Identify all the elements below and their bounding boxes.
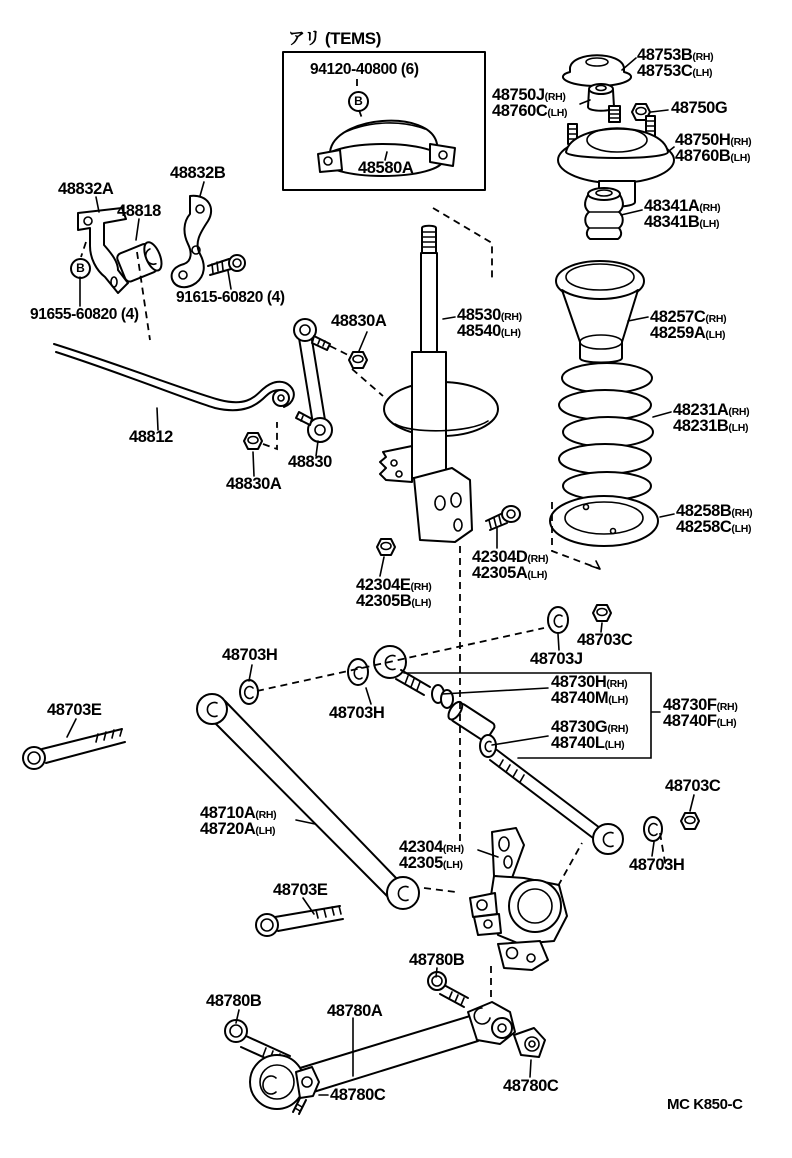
side-suffix-text: (LH) — [255, 825, 276, 837]
part-label-48703e-low — [273, 882, 328, 898]
part-number-text: 42305A — [472, 564, 528, 582]
part-label-48750j — [492, 87, 567, 119]
part-number-text: 94120-40800 (6) — [310, 61, 419, 78]
side-suffix-text: (RH) — [544, 91, 566, 103]
part-number-text: 48341A — [644, 197, 700, 215]
part-label-48580a — [358, 160, 413, 176]
part-label-48832b — [170, 165, 225, 181]
side-suffix-text: (LH) — [699, 218, 720, 230]
part-label-inset-fastener — [310, 62, 419, 78]
part-label-48753 — [637, 47, 713, 79]
part-number-text: 42305 — [399, 854, 443, 872]
side-suffix-text: (RH) — [606, 678, 628, 690]
part-number-text: 48710A — [200, 804, 256, 822]
part-label-48257 — [650, 309, 726, 341]
part-number-text: 48780A — [327, 1002, 383, 1020]
part-number-text: 48760C — [492, 102, 548, 120]
part-label-48231 — [673, 402, 749, 434]
part-number-text: 48703E — [47, 701, 102, 719]
side-suffix-text: (LH) — [500, 327, 521, 339]
side-suffix-text: (RH) — [692, 51, 714, 63]
side-suffix-text: (RH) — [705, 313, 727, 325]
side-suffix-text: (RH) — [730, 136, 752, 148]
part-label-48703c-low — [665, 778, 720, 794]
part-label-48341 — [644, 198, 720, 230]
part-number-text: 42305B — [356, 592, 412, 610]
part-number-text: 48753C — [637, 62, 693, 80]
side-suffix-text: (RH) — [731, 507, 753, 519]
part-label-48780c-r — [503, 1078, 558, 1094]
part-label-48703h-low — [629, 857, 684, 873]
part-number-text: アリ (TEMS) — [288, 29, 381, 48]
part-label-48780b-l — [206, 993, 261, 1009]
part-number-text: 48753B — [637, 46, 693, 64]
part-number-text: 48258B — [676, 502, 732, 520]
side-suffix-text: (LH) — [547, 107, 568, 119]
part-label-48530 — [457, 307, 522, 339]
part-label-48730f — [663, 697, 738, 729]
side-suffix-text: (RH) — [607, 723, 629, 735]
part-label-inset-title — [288, 31, 381, 47]
fastener-symbol-b: B — [348, 91, 369, 112]
part-number-text: 48703C — [665, 777, 721, 795]
part-number-text: 48830A — [226, 475, 282, 493]
part-label-48703c-up — [577, 632, 632, 648]
part-number-text: 48703H — [222, 646, 278, 664]
fastener-symbol-b: B — [70, 258, 91, 279]
part-label-91615 — [176, 290, 285, 306]
part-number-text: 48259A — [650, 324, 706, 342]
part-label-48703j — [530, 651, 583, 667]
part-number-text: 42304 — [399, 838, 443, 856]
part-number-text: 48703E — [273, 881, 328, 899]
part-label-48830 — [288, 454, 332, 470]
part-number-text: 91615-60820 (4) — [176, 289, 285, 306]
part-number-text: 48231B — [673, 417, 729, 435]
part-label-48780b-r — [409, 952, 464, 968]
part-number-text: 48780B — [409, 951, 465, 969]
side-suffix-text: (LH) — [730, 152, 751, 164]
part-label-48703h-top — [222, 647, 277, 663]
side-suffix-text: (LH) — [527, 569, 548, 581]
part-number-text: 48780B — [206, 992, 262, 1010]
side-suffix-text: (LH) — [604, 739, 625, 751]
part-number-text: 48740F — [663, 712, 717, 730]
part-number-text: 48740L — [551, 734, 605, 752]
part-label-48730h — [551, 674, 628, 706]
side-suffix-text: (LH) — [692, 67, 713, 79]
part-number-text: 48740M — [551, 689, 609, 707]
part-number-text: 48730F — [663, 696, 717, 714]
part-label-footer-code — [667, 1097, 743, 1113]
side-suffix-text: (RH) — [728, 406, 750, 418]
side-suffix-text: (RH) — [716, 701, 738, 713]
part-number-text: 48818 — [117, 202, 161, 220]
part-number-text: 48830 — [288, 453, 332, 471]
side-suffix-text: (LH) — [608, 694, 629, 706]
part-number-text: 48812 — [129, 428, 173, 446]
part-number-text: 48760B — [675, 147, 731, 165]
side-suffix-text: (LH) — [442, 859, 463, 871]
part-number-text: 48780C — [330, 1086, 386, 1104]
part-label-42304e — [356, 577, 431, 609]
part-label-48710 — [200, 805, 276, 837]
part-number-text: 48832A — [58, 180, 114, 198]
part-number-text: 42304E — [356, 576, 411, 594]
part-number-text: 48730G — [551, 718, 608, 736]
part-number-text: 48530 — [457, 306, 501, 324]
part-number-text: 48750J — [492, 86, 545, 104]
part-number-text: 42304D — [472, 548, 528, 566]
part-number-text: 48703C — [577, 631, 633, 649]
part-number-text: 48231A — [673, 401, 729, 419]
part-number-text: 48830A — [331, 312, 387, 330]
part-label-48780c-c — [330, 1087, 385, 1103]
side-suffix-text: (LH) — [728, 422, 749, 434]
side-suffix-text: (RH) — [527, 553, 549, 565]
part-number-text: 48832B — [170, 164, 226, 182]
side-suffix-text: (RH) — [699, 202, 721, 214]
part-label-48258 — [676, 503, 752, 535]
part-number-text: 48703H — [329, 704, 385, 722]
part-number-text: 48257C — [650, 308, 706, 326]
part-number-text: 48580A — [358, 159, 414, 177]
part-label-42304 — [399, 839, 464, 871]
part-number-text: 48780C — [503, 1077, 559, 1095]
part-label-48780a — [327, 1003, 382, 1019]
part-number-text: 48750G — [671, 99, 728, 117]
part-number-text: 48341B — [644, 213, 700, 231]
part-number-text: 48730H — [551, 673, 607, 691]
side-suffix-text: (LH) — [716, 717, 737, 729]
part-number-text: 48703H — [629, 856, 685, 874]
side-suffix-text: (LH) — [731, 523, 752, 535]
part-number-text: 48703J — [530, 650, 583, 668]
side-suffix-text: (RH) — [255, 809, 277, 821]
part-label-48830a-bot — [226, 476, 281, 492]
part-number-text: 48258C — [676, 518, 732, 536]
part-label-48750h — [675, 132, 751, 164]
part-number-text: 48720A — [200, 820, 256, 838]
part-label-48832a — [58, 181, 113, 197]
part-number-text: MC K850-C — [667, 1096, 743, 1113]
part-label-48750g — [671, 100, 727, 116]
part-label-42304d — [472, 549, 548, 581]
side-suffix-text: (LH) — [411, 597, 432, 609]
part-label-48818 — [117, 203, 161, 219]
part-number-text: 91655-60820 (4) — [30, 306, 139, 323]
side-suffix-text: (LH) — [705, 329, 726, 341]
side-suffix-text: (RH) — [410, 581, 432, 593]
part-label-48830a-top — [331, 313, 386, 329]
part-label-91655 — [30, 307, 139, 323]
part-number-text: 48750H — [675, 131, 731, 149]
part-label-48730g — [551, 719, 628, 751]
side-suffix-text: (RH) — [500, 311, 522, 323]
part-label-48812 — [129, 429, 173, 445]
side-suffix-text: (RH) — [442, 843, 464, 855]
part-label-48703h-mid — [329, 705, 384, 721]
part-label-48703e-up — [47, 702, 102, 718]
part-number-text: 48540 — [457, 322, 501, 340]
